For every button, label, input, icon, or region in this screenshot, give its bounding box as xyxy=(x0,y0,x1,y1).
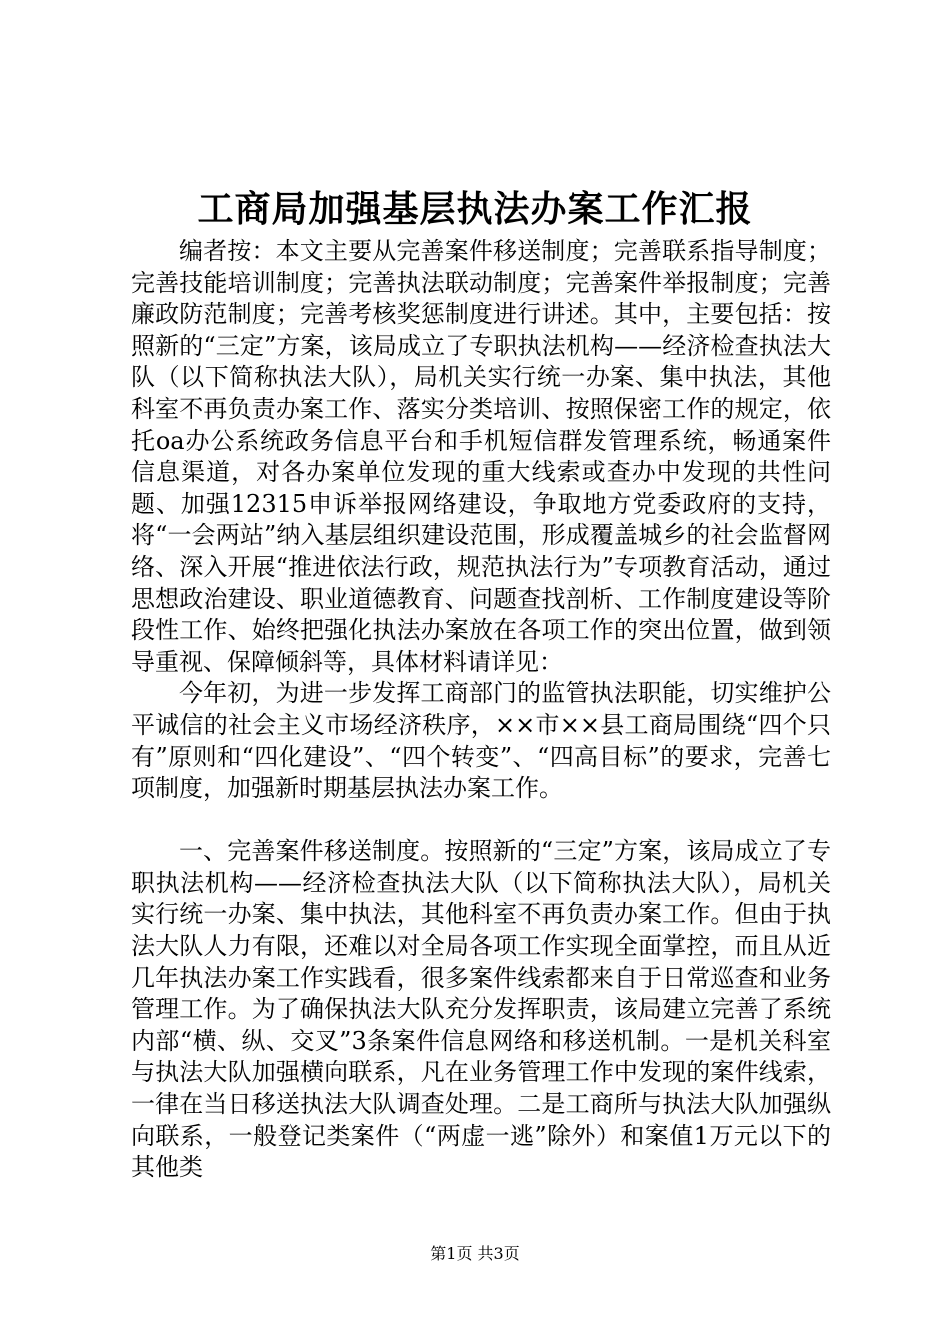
page-footer: 第1页 共3页 xyxy=(430,1244,520,1263)
intro-paragraph: 今年初，为进一步发挥工商部门的监管执法职能，切实维护公平诚信的社会主义市场经济秩序，××市××县工商局围绕“四个只有”原则和“四化建设”、“四个转变”、“四高目标”的要求，完善七项制度，加强新时期基层执法办案工作。 xyxy=(131,679,831,803)
document-title: 工商局加强基层执法办案工作汇报 xyxy=(197,188,753,230)
paragraph-gap xyxy=(131,805,831,837)
section-one-paragraph: 一、完善案件移送制度。按照新的“三定”方案，该局成立了专职执法机构——经济检查执法大队（以下简称执法大队），局机关实行统一办案、集中执法，其他科室不再负责办案工作。但由于执法大队人力有限，还难以对全局各项工作实现全面掌控，而且从近几年执法办案工作实践看，很多案件线索都来自于日常巡查和业务管理工作。为了确保执法大队充分发挥职责，该局建立完善了系统内部“横、纵、交叉”3条案件信息网络和移送机制。一是机关科室与执法大队加强横向联系，凡在业务管理工作中发现的案件线索，一律在当日移送执法大队调查处理。二是工商所与执法大队加强纵向联系，一般登记类案件（“两虚一逃”除外）和案值1万元以下的其他类 xyxy=(131,837,831,1182)
document-body xyxy=(131,236,831,1184)
editor-note-paragraph: 编者按：本文主要从完善案件移送制度；完善联系指导制度；完善技能培训制度；完善执法联动制度；完善案件举报制度；完善廉政防范制度；完善考核奖惩制度进行讲述。其中，主要包括：按照新的“三定”方案，该局成立了专职执法机构——经济检查执法大队（以下简称执法大队），局机关实行统一办案、集中执法，其他科室不再负责办案工作、落实分类培训、按照保密工作的规定，依托oa办公系统政务信息平台和手机短信群发管理系统，畅通案件信息渠道，对各办案单位发现的重大线索或查办中发现的共性问题、加强12315申诉举报网络建设，争取地方党委政府的支持，将“一会两站”纳入基层组织建设范围，形成覆盖城乡的社会监督网络、深入开展“推进依法行政，规范执法行为”专项教育活动，通过思想政治建设、职业道德教育、问题查找剖析、工作制度建设等阶段性工作、始终把强化执法办案放在各项工作的突出位置，做到领导重视、保障倾斜等，具体材料请详见： xyxy=(131,237,831,676)
